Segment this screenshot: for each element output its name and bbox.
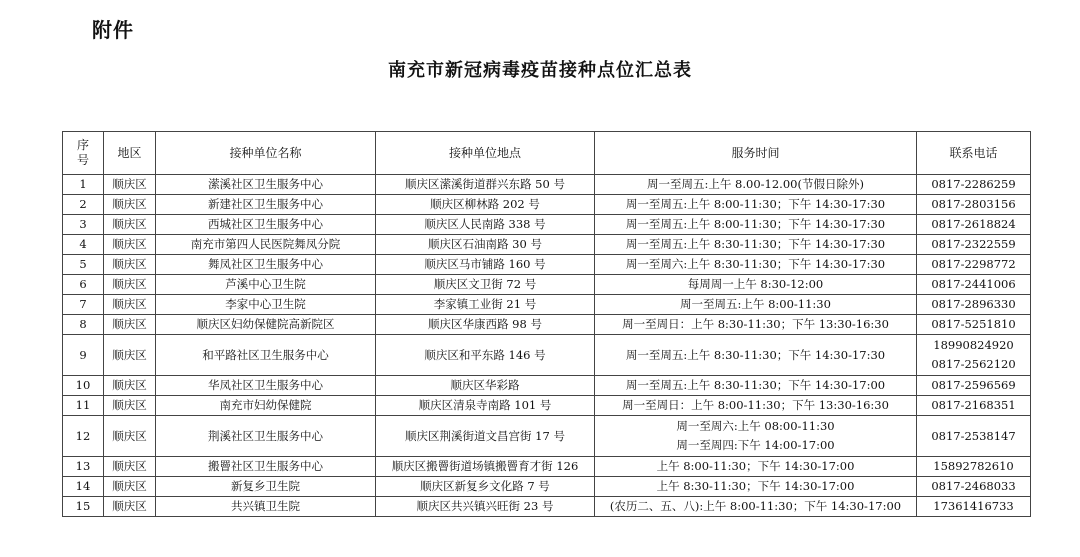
cell-phone-line: 17361416733	[933, 499, 1014, 513]
cell-service-time-line: 周一至周日：上午 8:00-11:30；下午 13:30-16:30	[622, 398, 889, 412]
table-row	[63, 376, 1031, 396]
cell-phone-line: 0817-2562120	[931, 357, 1016, 371]
table-row	[63, 215, 1031, 235]
cell-unit-address: 顺庆区荆溪街道文昌宫街 17 号	[376, 416, 595, 457]
cell-district: 顺庆区	[104, 295, 156, 315]
cell-unit-name: 共兴镇卫生院	[156, 497, 376, 517]
header-unit-address: 接种单位地点	[376, 132, 595, 175]
cell-service-time	[595, 497, 917, 517]
table-row	[63, 396, 1031, 416]
cell-district: 顺庆区	[104, 215, 156, 235]
cell-phone-line: 0817-2618824	[931, 217, 1016, 231]
cell-unit-name: 南充市妇幼保健院	[156, 396, 376, 416]
cell-service-time	[595, 477, 917, 497]
cell-phone	[917, 275, 1031, 295]
header-seq: 序 号	[63, 132, 104, 175]
cell-district: 顺庆区	[104, 235, 156, 255]
cell-phone-line: 0817-2468033	[931, 479, 1016, 493]
cell-phone-line: 0817-2896330	[931, 297, 1016, 311]
cell-phone-line: 0817-2803156	[931, 197, 1016, 211]
cell-service-time	[595, 255, 917, 275]
cell-unit-address: 顺庆区石油南路 30 号	[376, 235, 595, 255]
cell-phone	[917, 396, 1031, 416]
cell-service-time-line: 周一至周五:上午 8:30-11:30；下午 14:30-17:30	[625, 347, 886, 362]
cell-service-time-line: 周一至周五:上午 8:00-11:30	[680, 297, 831, 311]
table-row	[63, 457, 1031, 477]
cell-unit-address: 顺庆区文卫街 72 号	[376, 275, 595, 295]
cell-phone-line: 0817-2596569	[931, 378, 1016, 392]
cell-service-time-line: 周一至周五:上午 8.00-12.00(节假日除外)	[647, 177, 864, 191]
cell-phone	[917, 497, 1031, 517]
cell-seq: 1	[63, 175, 104, 195]
cell-unit-address: 顺庆区和平东路 146 号	[376, 335, 595, 376]
cell-unit-address: 顺庆区华彩路	[376, 376, 595, 396]
cell-service-time	[595, 175, 917, 195]
cell-unit-name: 和平路社区卫生服务中心	[156, 335, 376, 376]
cell-service-time	[595, 315, 917, 335]
cell-phone	[917, 376, 1031, 396]
cell-phone-line: 15892782610	[933, 459, 1014, 473]
table-row	[63, 477, 1031, 497]
cell-unit-address: 李家镇工业街 21 号	[376, 295, 595, 315]
cell-service-time-line: 周一至周六:上午 8:30-11:30；下午 14:30-17:30	[625, 257, 886, 271]
cell-phone	[917, 335, 1031, 376]
cell-phone-line: 0817-5251810	[931, 317, 1016, 331]
cell-seq: 6	[63, 275, 104, 295]
cell-unit-address: 顺庆区搬罾街道场镇搬罾育才街 126	[376, 457, 595, 477]
cell-unit-address: 顺庆区潆溪街道群兴东路 50 号	[376, 175, 595, 195]
cell-district: 顺庆区	[104, 195, 156, 215]
table-row	[63, 416, 1031, 457]
cell-service-time	[595, 376, 917, 396]
cell-unit-address: 顺庆区共兴镇兴旺街 23 号	[376, 497, 595, 517]
table-row	[63, 175, 1031, 195]
cell-district: 顺庆区	[104, 396, 156, 416]
cell-district: 顺庆区	[104, 457, 156, 477]
cell-seq: 14	[63, 477, 104, 497]
cell-seq: 8	[63, 315, 104, 335]
cell-service-time-line: 周一至周五:上午 8:30-11:30；下午 14:30-17:30	[625, 237, 886, 251]
cell-seq: 5	[63, 255, 104, 275]
cell-seq: 7	[63, 295, 104, 315]
cell-district: 顺庆区	[104, 416, 156, 457]
cell-service-time	[595, 235, 917, 255]
cell-service-time-line: 周一至周日：上午 8:30-11:30；下午 13:30-16:30	[622, 317, 889, 331]
cell-service-time-line: 上午 8:00-11:30；下午 14:30-17:00	[656, 459, 855, 473]
cell-seq: 15	[63, 497, 104, 517]
cell-service-time-line: 周一至周五:上午 8:00-11:30；下午 14:30-17:30	[625, 217, 886, 231]
cell-unit-name: 搬罾社区卫生服务中心	[156, 457, 376, 477]
cell-service-time-line: 周一至周五:上午 8:30-11:30；下午 14:30-17:00	[625, 378, 886, 392]
table-row	[63, 497, 1031, 517]
cell-seq: 4	[63, 235, 104, 255]
header-unit-name: 接种单位名称	[156, 132, 376, 175]
cell-service-time	[595, 457, 917, 477]
cell-service-time-line: 周一至周五:上午 8:00-11:30；下午 14:30-17:30	[625, 197, 886, 211]
cell-unit-name: 舞凤社区卫生服务中心	[156, 255, 376, 275]
cell-unit-address: 顺庆区新复乡文化路 7 号	[376, 477, 595, 497]
cell-phone	[917, 315, 1031, 335]
cell-service-time-line: 周一至周六:上午 08:00-11:30	[676, 419, 835, 433]
cell-district: 顺庆区	[104, 255, 156, 275]
header-service-time: 服务时间	[595, 132, 917, 175]
table-row	[63, 335, 1031, 376]
cell-phone	[917, 235, 1031, 255]
cell-unit-name: 华凤社区卫生服务中心	[156, 376, 376, 396]
cell-unit-name: 李家中心卫生院	[156, 295, 376, 315]
cell-unit-name: 芦溪中心卫生院	[156, 275, 376, 295]
cell-seq: 12	[63, 416, 104, 457]
cell-seq: 9	[63, 335, 104, 376]
cell-unit-address: 顺庆区人民南路 338 号	[376, 215, 595, 235]
cell-district: 顺庆区	[104, 275, 156, 295]
cell-seq: 13	[63, 457, 104, 477]
vaccination-sites-table	[62, 131, 1031, 517]
attachment-label: 附件	[92, 18, 134, 42]
cell-service-time	[595, 215, 917, 235]
cell-service-time	[595, 275, 917, 295]
cell-phone	[917, 195, 1031, 215]
cell-district: 顺庆区	[104, 315, 156, 335]
table-header-row	[63, 132, 1031, 175]
cell-unit-name: 新复乡卫生院	[156, 477, 376, 497]
cell-phone	[917, 215, 1031, 235]
cell-unit-name: 西城社区卫生服务中心	[156, 215, 376, 235]
cell-phone	[917, 457, 1031, 477]
cell-phone	[917, 295, 1031, 315]
cell-phone	[917, 175, 1031, 195]
cell-phone-line: 0817-2298772	[931, 257, 1016, 271]
cell-phone	[917, 255, 1031, 275]
cell-seq: 10	[63, 376, 104, 396]
cell-seq: 3	[63, 215, 104, 235]
cell-phone-line: 0817-2538147	[931, 428, 1016, 443]
header-phone: 联系电话	[917, 132, 1031, 175]
cell-phone-line: 0817-2286259	[931, 177, 1016, 191]
table-row	[63, 315, 1031, 335]
table-row	[63, 195, 1031, 215]
cell-service-time-line: 周一至周四:下午 14:00-17:00	[676, 438, 835, 452]
cell-phone-line: 18990824920	[933, 338, 1014, 352]
cell-phone-line: 0817-2441006	[931, 277, 1016, 291]
cell-district: 顺庆区	[104, 175, 156, 195]
cell-unit-name: 潆溪社区卫生服务中心	[156, 175, 376, 195]
cell-phone-line: 0817-2168351	[931, 398, 1016, 412]
cell-phone	[917, 477, 1031, 497]
cell-seq: 11	[63, 396, 104, 416]
cell-unit-name: 顺庆区妇幼保健院高新院区	[156, 315, 376, 335]
cell-district: 顺庆区	[104, 376, 156, 396]
cell-unit-address: 顺庆区清泉寺南路 101 号	[376, 396, 595, 416]
table-row	[63, 235, 1031, 255]
cell-district: 顺庆区	[104, 497, 156, 517]
cell-district: 顺庆区	[104, 335, 156, 376]
cell-unit-address: 顺庆区马市铺路 160 号	[376, 255, 595, 275]
cell-district: 顺庆区	[104, 477, 156, 497]
cell-unit-name: 荆溪社区卫生服务中心	[156, 416, 376, 457]
cell-phone	[917, 416, 1031, 457]
cell-service-time	[595, 396, 917, 416]
cell-unit-address: 顺庆区华康西路 98 号	[376, 315, 595, 335]
cell-service-time	[595, 195, 917, 215]
cell-unit-name: 新建社区卫生服务中心	[156, 195, 376, 215]
cell-service-time	[595, 416, 917, 457]
table-row	[63, 255, 1031, 275]
cell-service-time	[595, 335, 917, 376]
header-district: 地区	[104, 132, 156, 175]
cell-unit-address: 顺庆区柳林路 202 号	[376, 195, 595, 215]
cell-service-time	[595, 295, 917, 315]
cell-service-time-line: 每周周一上午 8:30-12:00	[687, 277, 824, 291]
cell-unit-name: 南充市第四人民医院舞凤分院	[156, 235, 376, 255]
table-row	[63, 275, 1031, 295]
cell-service-time-line: 上午 8:30-11:30；下午 14:30-17:00	[656, 479, 855, 493]
cell-seq: 2	[63, 195, 104, 215]
cell-service-time-line: (农历二、五、八):上午 8:00-11:30；下午 14:30-17:00	[609, 499, 902, 513]
table-row	[63, 295, 1031, 315]
cell-phone-line: 0817-2322559	[931, 237, 1016, 251]
document-title: 南充市新冠病毒疫苗接种点位汇总表	[388, 60, 692, 81]
